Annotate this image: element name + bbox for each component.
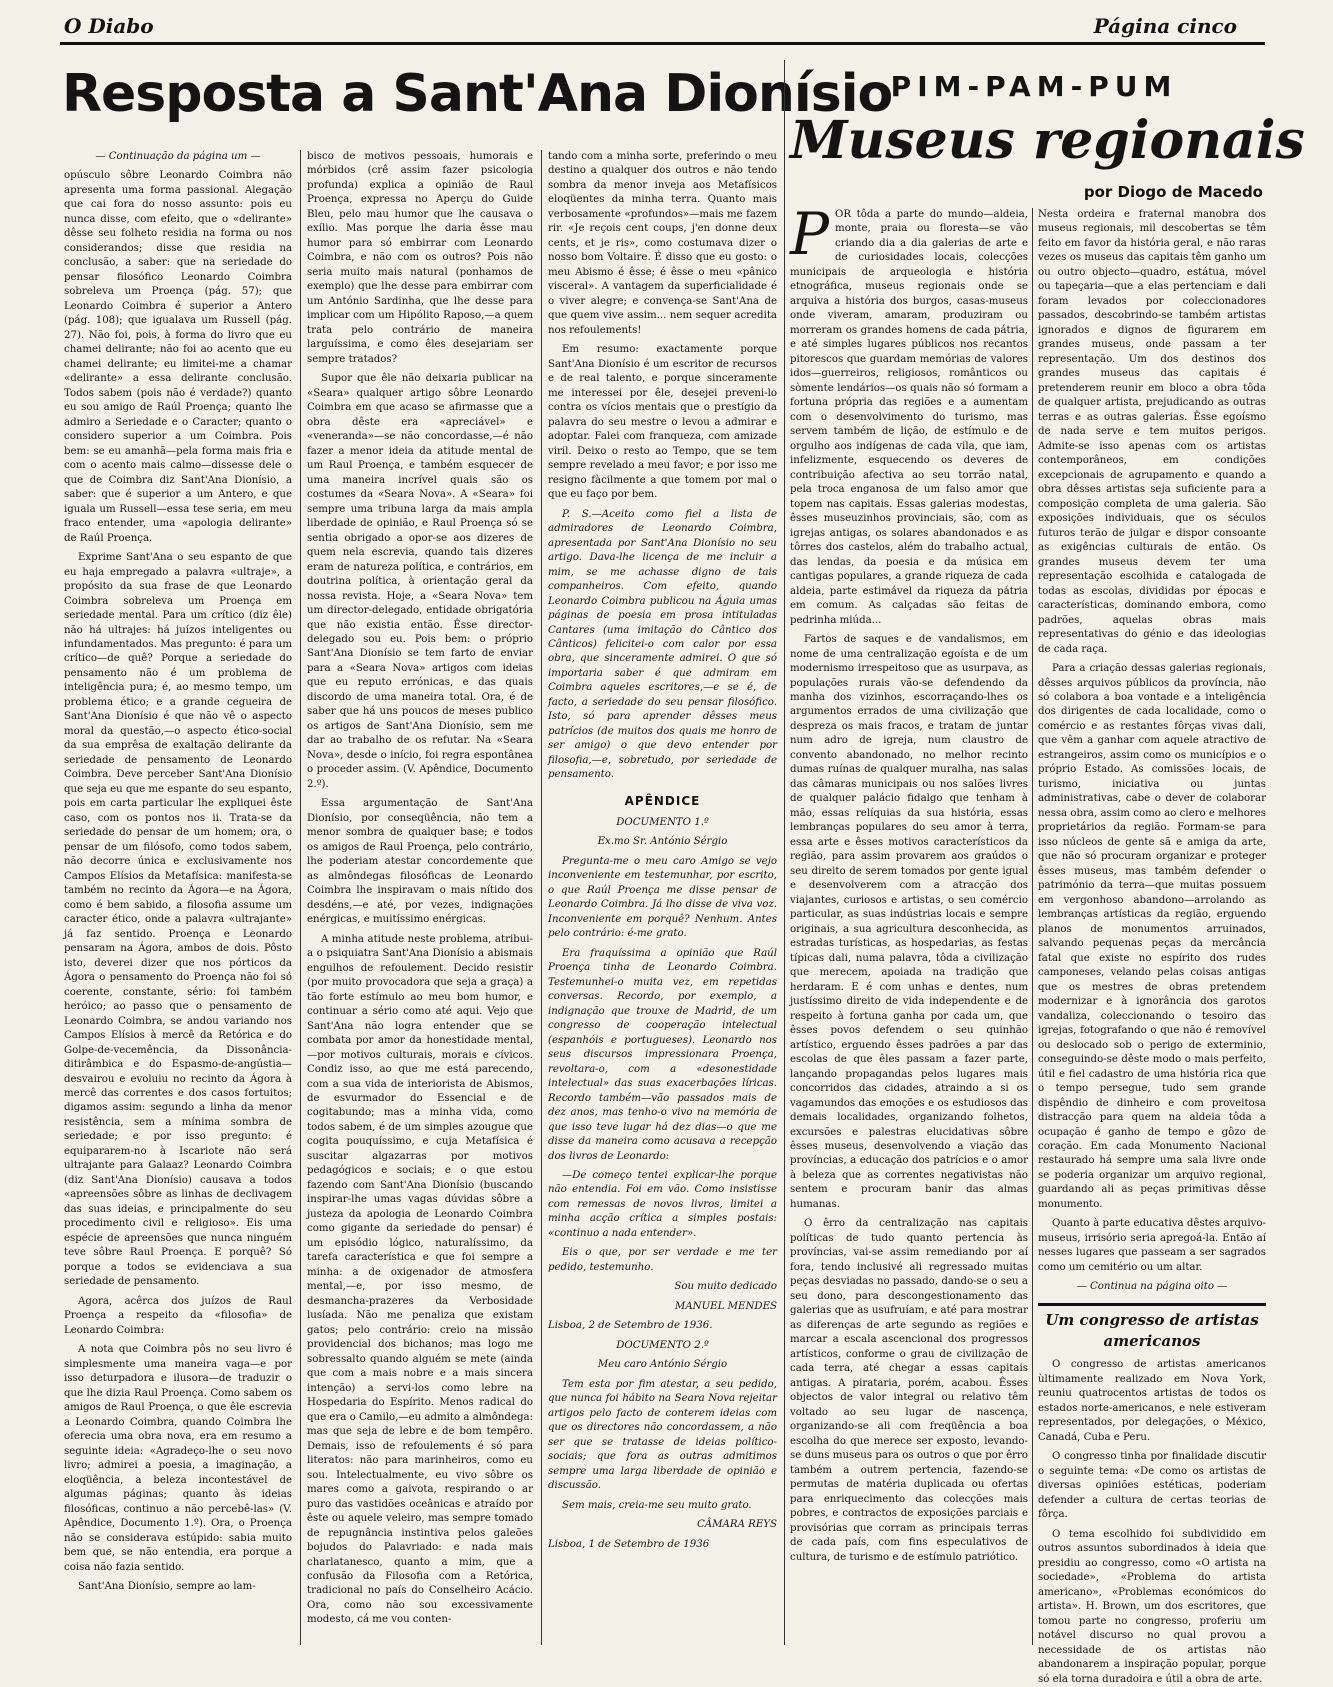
article-title-museus: Museus regionais <box>790 110 1305 171</box>
article-title: Resposta a Sant'Ana Dionísio <box>62 64 893 124</box>
running-head-right: Página cinco <box>1093 14 1237 38</box>
document-heading: DOCUMENTO 2.º <box>616 1339 709 1351</box>
paragraph: Agora, acêrca dos juízos de Raul Proença a respeito da «filosofia» de Leonardo Coimbra: <box>64 1295 292 1336</box>
paragraph-text: OR tôda a parte do mundo—aldeia, monte, praia ou floresta—se vão criando dia a dia galerias de arte e de curiosidades locais, colecções municipais de arqueologia e história etnográfica, museus regionais onde se arquiva a história dos burgos, casas-museus onde viveram, amaram, produziram ou morreram os grandes homens de cada pátria, e até simples lugares públicos nos recantos pitorescos que guardam memórias de valores idos—guerreiros, religiosos, românticos ou sòmente lendários—os quais não só formam a fortuna própria das regiões e a aumentam com o desenvolvimento do turismo, mas servem também de lição, de estímulo e de orgulho aos indígenas de cada vila, que iam, infelizmente, esquecendo os deveres de contribuição afectiva ao seu torrão natal, pela troca enganosa de um falso amor que topem nas capitais. Essas galerias modestas, êsses museuzinhos provinciais, são, com as igrejas antigas, os solares abandonados e as tôrres dos castelos, além do trabalho actual, das lendas, da poesia e da música em cantigas populares, a grande riqueza de cada aldeia, parte estimável da riqueza da pátria em comum. As calçadas são feitas de pedrinha miúda... <box>790 209 1028 626</box>
paragraph: tando com a minha sorte, preferindo o meu destino a qualquer dos outros e não tendo sombra da menor inveja aos Metafísicos eloqüentes da minha terra. Quanto mais verbosamente «profundos»—mais me fazem rir. «Je reçois cent coups, j'en donne deux cents, et je ris», como costumava dizer o nosso bom Voltaire. É disso que eu gosto: o meu Abismo é êsse; é êsse o meu «pânico visceral». A vantagem da superficialidade é o viver alegre; e convença-se Sant'Ana de que quem vive assim... nem sequer acredita nos refoulements! <box>548 151 777 336</box>
dateline: Lisboa, 2 de Setembro de 1936. <box>548 1320 713 1332</box>
paragraph: Essa argumentação de Sant'Ana Dionísio, por conseqüência, não tem a menor sombra de qualquer base; e todos os amigos de Raul Proença, pelo contrário, lhe poderiam atestar concordemente que as almôndegas filosóficas de Leonardo Coimbra lhe inspiravam o mais nítido dos desdéns,—e até, por vezes, indignações enérgicas, e muitíssimo enérgicas. <box>307 798 533 926</box>
paragraph: O congresso tinha por finalidade discutir o seguinte tema: «De como os artistas de diversas opiniões estéticas, poderiam defender a cultura de certas teorias de fôrça. <box>1038 1451 1266 1521</box>
dateline: Lisboa, 1 de Setembro de 1936 <box>548 1538 710 1550</box>
closing: Sou muito dedicado <box>674 1281 777 1293</box>
continued-note: — Continua na página oito — <box>1076 1281 1228 1293</box>
paragraph: Nesta ordeira e fraternal manobra dos museus regionais, mil descobertas se têm feito em favor da história geral, e não raras vezes os museus das capitais têm ganho um ou outro objecto—quadro, estátua, móvel ou tapeçaria—que a elas pertenciam e dali foram levados por coleccionadores passados, descobrindo-se também artistas ignorados e dignos de figurarem em grandes museus, onde passam a ter representação. Um dos destinos dos grandes museus das capitais é pretenderem reunir em bloco a obra tôda de qualquer artista, prejudicando as outras terras e as outras galerias. Êsse egoísmo de nada serve e tem muitos perigos. Admite-se isso apenas com os artistas contemporâneos, em condições excepcionais de agrupamento e quando a obra dêsses artistas seja suficiente para a composição completa de uma galeria. São exposições individuais, que os séculos futuros terão de julgar e dispor consoante as exigências culturais de então. Os grandes museus devem ter uma representação escolhida e catalogada de todas as escolas, divididas por épocas e características, dominando embora, como padrões, aquelas obras mais representativas do génio e das ideologias de cada raça. <box>1038 209 1266 655</box>
column-rule <box>541 150 542 1645</box>
paragraph: A nota que Coimbra pôs no seu livro é simplesmente uma maneira vaga—e por isso deturpadora e ilusora—de traduzir o que lhe dizia Raul Proença. Como sabem os amigos de Raul Proença, o que êle escrevia a Leonardo Coimbra, quando Coimbra lhe oferecia uma obra nova, era em resumo a seguinte ideia: «Agradeço-lhe o seu novo livro; admirei a poesia, a imaginação, a eloqüência, a beleza incontestável de algumas páginas; quanto às ideias filosóficas, continuo a não percebê-las» (V. Apêndice, Documento 1.º). Ora, o Proença não se considerava estúpido: sabia muito bem que, se não entendia, era porque a coisa não fazia sentido. <box>64 1344 292 1573</box>
paragraph: O êrro da centralização nas capitais políticas de tudo quanto pertencia às províncias, vai-se assim remediando por aí fora, tendo inclusivé ali regressado muitas peças desviadas no passado, dando-se o seu a seu dono, para descongestionamento das galerias que as usufruíam, e até para mostrar as diferenças de arte segundo as regiões e marcar a escala ascencional dos progressos artísticos, conforme o grau de civilização de cada terra, até chegar a essas capitais antigas. A pirataria, porém, acabou. Êsses objectos de valor integral ou relativo têm voltado ao seu lugar de nascença, organizando-se ali com freqüência a boa escolha do que merece ser exposto, levando-se duns museus para os outros o que por êrro também a outrem pertencia, fazendo-se permutas de matéria duplicada ou ofertas para enriquecimento das colecções mais pobres, e contractos de exposições parciais e provisórias que corram as principais terras de cada país, com fins especulativos de cultura, de turismo e de estímulo patriótico. <box>790 1218 1028 1563</box>
article-column-1 <box>64 150 292 1650</box>
salutation: Ex.mo Sr. António Sérgio <box>597 836 728 848</box>
continuation-note: — Continuação da página um — <box>95 151 261 162</box>
top-rule <box>60 42 1265 45</box>
column-rule <box>1032 208 1033 1645</box>
running-head-left: O Diabo <box>64 14 154 38</box>
appendix-heading: APÊNDICE <box>624 793 701 808</box>
paragraph: opúsculo sôbre Leonardo Coimbra não apresenta uma forma passional. Alegação que cai fora do nosso assunto: pois eu nunca disse, com efeito, que o «delirante» dêsse seu folheto residia na forma ou nos considerandos; disse que residia na conclusão, a saber: que na seriedade do pensar filosófico Leonardo Coimbra sobreleva um Proença (pág. 57); que Leonardo Coimbra é superior a Antero (pág. 108); que igualava um Russell (pág. 27). Não foi, pois, à forma do livro que eu chamei delirante; não foi ao acento que eu chamei delirante; eu limitei-me a chamar «delirante» a essa delirante conclusão. Todos sabem (pois não é verdade?) quanto eu sou amigo de Raúl Proença; quanto lhe admiro a Seriedade e o Caracter; quanto o considero superior a um Coimbra. Pois bem: se eu amanhã—pela forma mais fria e com o acento mais calmo—dissesse dele o que de Coimbra diz Sant'Ana Dionísio, a saber: que é superior a um Antero, e que iguala um Russell—essa tese seria, em meu fraco entender, uma «apologia delirante» de Raúl Proença. <box>64 170 292 544</box>
article-column-2 <box>307 150 533 1650</box>
paragraph: O congresso de artistas americanos ùltimamente realizado em Nova York, reuniu quatrocentos artistas de todos os estados norte-americanos, e nele estiveram representados, por delegações, o México, Canadá, Cuba e Peru. <box>1038 1359 1266 1443</box>
paragraph: Exprime Sant'Ana o seu espanto de que eu haja empregado a palavra «ultraje», a propósito da sua frase de que Leonardo Coimbra sobreleva um Proença em seriedade mental. Para um crítico (diz êle) não há ultrajes: há juízos inteligentes ou infundamentados. Mas pregunto: é para um crítico—de quê? Porque a seriedade do pensamento não é um problema de inteligência pura; é, ao mesmo tempo, um problema ético; e a grande cegueira de Sant'Ana Dionísio é que não vê o aspecto moral da questão,—o aspecto ético-social da sua emprêsa de exaltação delirante da seriedade de pensamento de Leonardo Coimbra. Deve perceber Sant'Ana Dionísio que seja eu que me espante do seu espanto, pois em carta particular lhe expliquei êste caso, com os pontos nos ii. Trata-se da seriedade do pensar de um homem; ora, o pensar de um filósofo, como todos sabem, não decorre única e exclusivamente nos Campos Elísios da Metafísica: manifesta-se também no recinto da Ágora—e na Ágora, como é bem sabido, a filosofia assume um caracter ético, onde a palavra «ultrajante» já faz sentido. Proença e Leonardo pensaram na Ágora, ambos de dois. Pôsto isto, deverei dizer que nos pórticos da Ágora o pensamento do Proença não foi só coerente, constante, sério: foi também heróico; ao passo que o pensamento de Leonardo Coimbra, se andou variando nos Campos Elísios à mercê da Retórica e do Golpe-de-vecemência, da Dissonância-ditirâmbica e do Espasmo-de-angústia—desvairou e evoluiu no recinto da Ágora à mercê das correntes e dos casos fortuitos; digamos assim: segundo a linha da menor resistência, sem a mínima sombra de seriedade; e por isso pregunto: é equipararem-no à Iscariote não será ultrajante para Galaaz? Leonardo Coimbra (diz Sant'Ana Dionísio) causava a todos «apreensões sôbre as linhas de declivagem das suas ideias, e principalmente do seu procedimento civil e religioso». Eis uma espécie de apreensões que nunca ninguém teve sôbre Raul Proença. E porquê? Só porque a todos se evidenciava a sua seriedade de pensamento. <box>64 552 292 1288</box>
article-column-3 <box>548 150 777 1650</box>
column-rule <box>300 150 301 1645</box>
article-title-congresso: Um congresso de artistas americanos <box>1038 1303 1266 1353</box>
paragraph: A minha atitude neste problema, atribui-a o psiquiatra Sant'Ana Dionísio a abismais engulhos de refoulement. Decido resistir (por muito provocadora que seja a graça) a tão forte estímulo ao meu bom humor, e continuar a sério como até aqui. Vejo que Sant'Ana não logra entender que se combata por amor da honestidade mental,—por motivos culturais, morais e cívicos. Condiz isso, ao que me está parecendo, com a sua vida de interiorista de Abismos, de esvurmador do Essencial e de cogitabundo; mas a minha vida, como todos sabem, é de um simples azougue que cogita pouquíssimo, e cuja Metafísica é suscitar algazarras por motivos pedagógicos e sociais; e o que estou fazendo com Sant'Ana Dionísio (buscando inspirar-lhe umas vagas dúvidas sôbre a justeza da apologia de Leonardo Coimbra como gigante da seriedade do pensar) é um episódio lógico, naturalíssimo, da tarefa característica e que foi sempre a minha: a de oxigenador de atmosfera mental,—e, por isso mesmo, de desmancha-prazeres da Verbosidade lusíada. Não me penaliza que existam gatos; pelo contrário: creio na missão providencial dos bichanos; mas logo me sobressalto quando alguém se mete (ainda que com a mais nobre e a mais sincera intenção) a servi-los como lebre na Hospedaria do Espírito. Menos radical do que era o Camilo,—eu admito a almôndega: mas que seja de lebre e de bom tempêro. Demais, isso de refoulements é só para literatos: não para marinheiros, como eu sou. Intelectualmente, eu vivo sôbre os mares como a gaivota, respirando o ar puro das vastidões oceânicas e atraído por êste ou aquele veleiro, mas sempre tomado de repugnância instintiva pelos galeões bojudos do Palavriado: e nada mais charlatanesco, quanto a mim, que a confusão da Filosofia com a Retórica, tradicional no país do Conselheiro Acácio. Ora, como não sou excessivamente modesto, cá me vou conten- <box>307 933 533 1626</box>
paragraph: Para a criação dessas galerias regionais, dêsses arquivos públicos da província, não só colabora a boa vontade e a inteligência dos dirigentes de cada localidade, como o comércio e as restantes fôrças vivas dali, que vêm a ganhar com aquele atractivo de estrangeiros, assim como os municípios e o próprio Estado. As comissões locais, de turismo, iniciativa ou juntas administrativas, cabe o dever de colaborar nessa obra, assim como ao clero e melhores proprietários da região. Formam-se para isso núcleos de gente sã e amiga da arte, que não só procuram organizar e proteger êsses museus, mas também defender o património da terra—que muitas possuem em vergonhoso abandono—arrolando as lembranças artísticas da região, erguendo planos de monumentos arruinados, salvando pequenas peças da mercância fatal que existe no espírito dos rudes camponeses, velando pelas coisas antigas que os mestres de obras pretendem modernizar e à ignorância dos garotos vandaliza, coleccionando o tesoiro das igrejas, fotografando o que não é removível ou deslocado sob o perigo de exterminio, conseguindo-se dêste modo o mais perfeito, útil e fiel cadastro de uma história rica que o tempo persegue, tudo sem grande dispêndio de dinheiro e com proveitosa distracção para quem na aldeia tôda a ocupação é ganho de tempo e gôzo de coração. Em cada Monumento Nacional restaurado há sempre uma sala livre onde se poderia organizar um arquivo regional, guardando ali as peças primitivas dêsse monumento. <box>1038 663 1266 1210</box>
salutation: Meu caro António Sérgio <box>597 1359 728 1371</box>
byline: por Diogo de Macedo <box>1083 183 1263 201</box>
drop-cap: P <box>790 200 830 268</box>
document-paragraph: —De começo tentei explicar-lhe porque não entendia. Foi em vão. Como insistisse com remessas de novos livros, limitei a minha acção crítica a simples postais: «continuo a nada entender». <box>548 1170 777 1239</box>
paragraph: Fartos de saques e de vandalismos, em nome de uma centralização egoísta e de um modernismo irrespeitoso que as usurpava, as populações rurais vão-se defendendo da manha dos vizinhos, escorraçando-lhes os argumentos errados de uma civilização que despreza os mais fracos, e tratam de juntar num adro de igreja, num claustro de convento abandonado, no melhor recinto dumas ruínas de qualquer muralha, nas salas das câmaras municipais ou nos salões livres de qualquer palácio fidalgo que tenham à mão, essas relíquias da sua história, essas lembranças populares do seu amor à terra, essa arte e êsses motivos característicos da região, para assim provarem aos graúdos o seu direito de serem tomados por gente igual e desenvolverem com a atracção dos viajantes, curiosos e artistas, o seu comércio particular, as suas indústrias locais e sempre originais, a sua agricultura desconhecida, as estradas turísticas, as hospedarias, as festas típicas dali, numa palavra, tôda a civilização que merecem, apoiada na tradição que herdaram. E é com unhas e dentes, num justíssimo direito de vida independente e de respeito à fortuna ganha por cada um, que êsses povos defendem o seu quinhão artístico, erguendo êsses padrões a par das escolas de que êles passam a fazer parte, lançando propagandas pelos lugares mais concorridos das cidades, atraindo a si os vagamundos das emoções e os estudiosos das demais localidades, organizando folhetos, excursões e palestras elucidativas sôbre êsses museus, desenvolvendo a viação das províncias, a educação dos patrícios e o amor à beleza que as correntes negativistas não sentem e procuram banir das almas humanas. <box>790 634 1028 1210</box>
paragraph: bisco de motivos pessoais, humorais e mórbidos (crê assim fazer psicologia profunda) explica a opinião de Raul Proença, expressa no Aperçu do Guide Bleu, pelo mau humor que lhe causava o exílio. Mas porque lhe daria êsse mau humor para só embirrar com Leonardo Coimbra, e não com os outros? Pois não seria muito mais natural (ponhamos de exemplo) que lhe desse para embirrar com um António Sardinha, que lhe desse para implicar com um Hipólito Raposo,—a quem trata pelo contrário de maneira larguíssima, e como êles desejariam ser sempre tratados? <box>307 151 533 365</box>
document-paragraph: Pregunta-me o meu caro Amigo se vejo inconveniente em testemunhar, por escrito, o que Raúl Proença me disse pensar de Leonardo Coimbra. Já lho disse de viva voz. Inconveniente em porquê? Nenhum. Antes pelo contrário: é-me grato. <box>548 855 777 940</box>
museus-column-1 <box>790 200 1028 1668</box>
document-paragraph: Era fraquíssima a opinião que Raúl Proença tinha de Leonardo Coimbra. Testemunhei-o muita vez, em repetidas conversas. Recordo, por exemplo, a indignação que trouxe de Madrid, de um congresso de cooperação intelectual (espanhóis e portugueses). Leonardo nos seus discursos impressionara Proença, revoltara-o, com a «desonestidade intelectual» das suas exacerbações líricas. Recordo também—vão passados mais de dez anos, mas tenho-o vivo na memória de que isso teve lugar há dez dias—o que me disse da maneira como acusava a recepção dos livros de Leonardo: <box>548 947 777 1162</box>
section-heading: PIM-PAM-PUM <box>890 70 1178 103</box>
paragraph: Supor que êle não deixaria publicar na «Seara» qualquer artigo sôbre Leonardo Coimbra em que acaso se afirmasse que a obra dêste era «apreciável» e «veneranda»—se não concordasse,—é não fazer a menor ideia da atitude mental de um Raul Proença, e também esquecer de uma maneira incrível quais são os costumes da «Seara Nova». A «Seara» foi sempre uma tribuna larga da mais ampla liberdade de opinião, e Raul Proença só se sentia obrigado a opor-se aos dizeres de quem nela escrevia, quando tais dizeres eram de natureza política, e contrários, em doutrina política, à orientação geral da nossa revista. Hoje, a «Seara Nova» tem um director-delegado, entidade obrigatória que não existia então. Êsse director-delegado sou eu. Pois bem: o próprio Sant'Ana Dionísio se tem farto de enviar para a «Seara Nova» artigos com ideias que eu reputo errónicas, e das quais discordo de uma maneira total. Ora, é de saber que há uns poucos de meses publico os artigos de Sant'Ana Dionísio, sem me dar ao trabalho de os refutar. Na «Seara Nova», desde o início, foi regra espontânea o proceder assim. (V. Apêndice, Documento 2.º). <box>307 373 533 790</box>
document-paragraph: Eis o que, por ser verdade e me ter pedido, testemunho. <box>548 1247 777 1273</box>
paragraph <box>790 200 1028 628</box>
document-heading: DOCUMENTO 1.º <box>616 816 709 828</box>
postscript: P. S.—Aceito como fiel a lista de admiradores de Leonardo Coimbra, apresentada por Sant'Ana Dionísio no seu artigo. Dava-lhe licença de me incluir a mim, se me achasse digno de tais companheiros. Com efeito, quando Leonardo Coimbra publicou na Águia umas páginas de poesia em prosa intituladas Cantares (uma imitação do Cântico dos Cânticos) felicitei-o com calor por essa obra, que sinceramente admirei. O que só importaria saber é que admiram em Coimbra aqueles escritores,—e se é, de facto, a seriedade do seu pensar filosófico. Isto, só para aprender dêsses meus patrícios (de muitos dos quais me honro de ser amigo) o que devo entender por filosofia,—e, sobretudo, por seriedade de pensamento. <box>548 508 777 781</box>
museus-column-2 <box>1038 208 1266 1685</box>
signature: MANUEL MENDES <box>674 1300 777 1312</box>
column-rule <box>784 60 785 1645</box>
closing: Sem mais, creia-me seu muito grato. <box>562 1499 752 1511</box>
paragraph: O tema escolhido foi subdividido em outros assuntos subordinados à ideia que presidiu ao congresso, como «O artista na sociedade», «Problema do artista americano», «Problemas económicos do artista». H. Brown, um dos escritores, que tomou parte no congresso, proferiu um notável discurso no qual provou a necessidade de os artistas não abandonarem a inspiração popular, porque só ela torna duradoira e útil a obra de arte. <box>1038 1528 1266 1685</box>
document-paragraph: Tem esta por fim atestar, a seu pedido, que nunca foi hábito na Seara Nova rejeitar artigos pelo facto de conterem ideias com que os directores não concordassem, a não ser que se tratasse de ideias político-sociais; que fora as outras admitimos sempre uma larga liberdade de opinião e discussão. <box>548 1378 777 1492</box>
signature: CÂMARA REYS <box>696 1519 777 1531</box>
paragraph: Quanto à parte educativa dêstes arquivo-museus, irrisório seria apregoá-la. Então aí nesses lugares que passeam a ser sagrados como um cemitério ou um altar. <box>1038 1218 1266 1273</box>
paragraph: Em resumo: exactamente porque Sant'Ana Dionísio é um escritor de recursos e de real talento, e porque sinceramente me interessei por êle, desejei preveni-lo contra os vícios mentais que o prestígio da palavra do seu mestre o levou a admirar e adoptar. Falei com franqueza, com amizade viril. Deixo o resto ao Tempo, que se tem sempre revelado a meu favor; e por isso me resigno fàcilmente a que tomem por mal o que eu faço por bem. <box>548 344 777 501</box>
paragraph: Sant'Ana Dionísio, sempre ao lam- <box>78 1580 256 1592</box>
